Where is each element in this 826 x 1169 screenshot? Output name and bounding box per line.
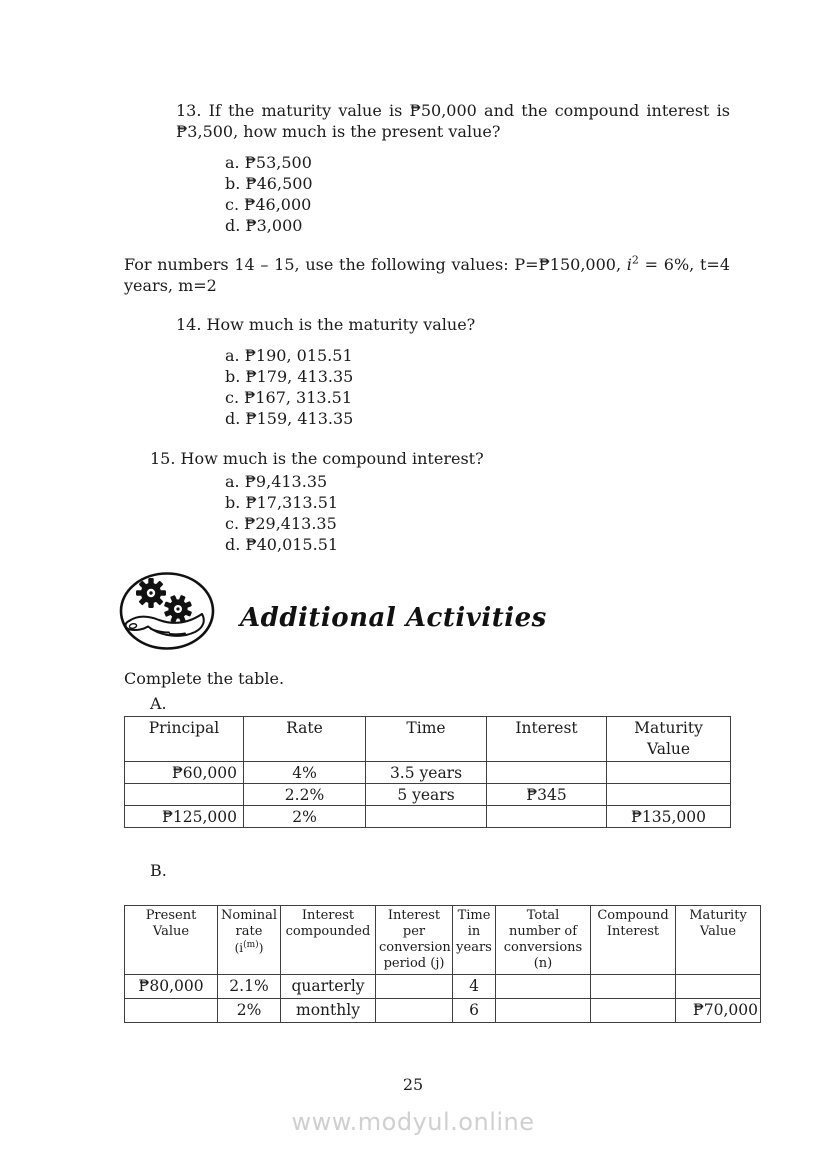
question-15-text: 15. How much is the compound interest? <box>150 449 484 468</box>
table-cell: 2.2% <box>244 784 366 806</box>
question-14-text: 14. How much is the maturity value? <box>176 315 476 334</box>
table-cell <box>591 975 676 999</box>
watermark: www.modyul.online <box>291 1108 535 1136</box>
option-label: c. <box>225 195 240 214</box>
option-15c <box>225 513 730 534</box>
table-b-label: B. <box>150 861 167 880</box>
option-13c <box>225 194 730 215</box>
table-cell <box>487 806 607 828</box>
option-label: b. <box>225 174 241 193</box>
gear-icon <box>136 578 166 608</box>
table-cell <box>607 762 731 784</box>
option-label: c. <box>225 514 240 533</box>
option-value: ₱17,313.51 <box>245 493 339 512</box>
col-header-maturity-value: Maturity Value <box>607 717 731 762</box>
table-cell: ₱80,000 <box>125 975 218 999</box>
option-value: ₱9,413.35 <box>244 472 328 491</box>
table-cell: ₱135,000 <box>607 806 731 828</box>
table-cell <box>487 762 607 784</box>
option-value: ₱3,000 <box>245 216 303 235</box>
col-header-maturity-value: Maturity Value <box>676 906 761 975</box>
question-13-options <box>225 152 730 236</box>
table-cell: monthly <box>281 999 376 1023</box>
col-header-rate: Rate <box>244 717 366 762</box>
option-label: a. <box>225 472 240 491</box>
table-a-row-2 <box>125 784 731 806</box>
note-suffix: = 6%, t=4 years, m=2 <box>124 255 731 295</box>
table-a-label: A. <box>150 694 167 713</box>
option-14d <box>225 408 730 429</box>
table-cell: 2.1% <box>218 975 281 999</box>
table-cell: quarterly <box>281 975 376 999</box>
section-title: Additional Activities <box>240 603 547 633</box>
option-13b <box>225 173 730 194</box>
option-15d <box>225 534 730 555</box>
table-b <box>124 905 761 1023</box>
question-13-text: 13. If the maturity value is ₱50,000 and the compound interest is ₱3,500, how much is the present value? <box>176 101 730 141</box>
table-cell: 3.5 years <box>366 762 487 784</box>
option-value: ₱179, 413.35 <box>245 367 354 386</box>
table-cell: ₱345 <box>487 784 607 806</box>
table-cell <box>376 999 453 1023</box>
page-number: 25 <box>402 1075 424 1094</box>
table-a-header-row <box>125 717 731 762</box>
table-cell: ₱125,000 <box>125 806 244 828</box>
option-value: ₱159, 413.35 <box>245 409 354 428</box>
option-label: d. <box>225 535 241 554</box>
option-label: c. <box>225 388 240 407</box>
table-cell <box>496 975 591 999</box>
option-15b <box>225 492 730 513</box>
option-label: d. <box>225 409 241 428</box>
table-cell <box>591 999 676 1023</box>
hand-holding-gears-icon <box>118 571 216 656</box>
option-14b <box>225 366 730 387</box>
col-header-principal: Principal <box>125 717 244 762</box>
table-a <box>124 716 731 828</box>
table-cell <box>125 784 244 806</box>
col-header-time-in-years: Time in years <box>453 906 496 975</box>
option-label: b. <box>225 367 241 386</box>
col-header-nominal-rate: Nominal rate $(i^{(m)})$ <box>218 906 281 975</box>
question-14-options <box>225 345 730 429</box>
table-a-row-1 <box>125 762 731 784</box>
table-cell: 2% <box>244 806 366 828</box>
option-13a <box>225 152 730 173</box>
table-cell <box>607 784 731 806</box>
table-b-header-row <box>125 906 761 975</box>
col-header-total-conversions: Total number of conversions (n) <box>496 906 591 975</box>
table-cell: ₱70,000 <box>676 999 761 1023</box>
table-cell: 4% <box>244 762 366 784</box>
option-14a <box>225 345 730 366</box>
option-value: ₱190, 015.51 <box>244 346 353 365</box>
instruction-text: Complete the table. <box>124 669 285 688</box>
option-label: a. <box>225 153 240 172</box>
table-cell <box>676 975 761 999</box>
table-b-row-1 <box>125 975 761 999</box>
section-header-additional-activities <box>118 571 730 656</box>
option-15a <box>225 471 730 492</box>
table-a-row-3 <box>125 806 731 828</box>
option-14c <box>225 387 730 408</box>
col-header-present-value: Present Value <box>125 906 218 975</box>
table-b-row-2 <box>125 999 761 1023</box>
table-cell: 4 <box>453 975 496 999</box>
table-cell <box>366 806 487 828</box>
col-header-compound-interest: Compound Interest <box>591 906 676 975</box>
table-cell <box>376 975 453 999</box>
col-header-interest: Interest <box>487 717 607 762</box>
table-cell: ₱60,000 <box>125 762 244 784</box>
option-value: ₱53,500 <box>244 153 312 172</box>
question-15-options <box>225 471 730 555</box>
option-label: a. <box>225 346 240 365</box>
note-variable: i <box>626 255 632 274</box>
table-cell <box>125 999 218 1023</box>
col-header-time: Time <box>366 717 487 762</box>
table-cell: 6 <box>453 999 496 1023</box>
col-header-interest-per-conversion: Interest per conversion period (j) <box>376 906 453 975</box>
option-value: ₱29,413.35 <box>244 514 337 533</box>
note-values-14-15 <box>124 254 730 296</box>
option-value: ₱40,015.51 <box>245 535 339 554</box>
table-cell <box>496 999 591 1023</box>
option-13d <box>225 215 730 236</box>
note-superscript: 2 <box>631 253 639 267</box>
option-value: ₱46,000 <box>244 195 312 214</box>
option-value: ₱46,500 <box>245 174 313 193</box>
table-cell: 2% <box>218 999 281 1023</box>
option-label: b. <box>225 493 241 512</box>
col-header-interest-compounded: Interest compounded <box>281 906 376 975</box>
option-label: d. <box>225 216 241 235</box>
table-cell: 5 years <box>366 784 487 806</box>
option-value: ₱167, 313.51 <box>244 388 353 407</box>
note-prefix: For numbers 14 – 15, use the following values: P=₱150,000, <box>124 255 627 274</box>
